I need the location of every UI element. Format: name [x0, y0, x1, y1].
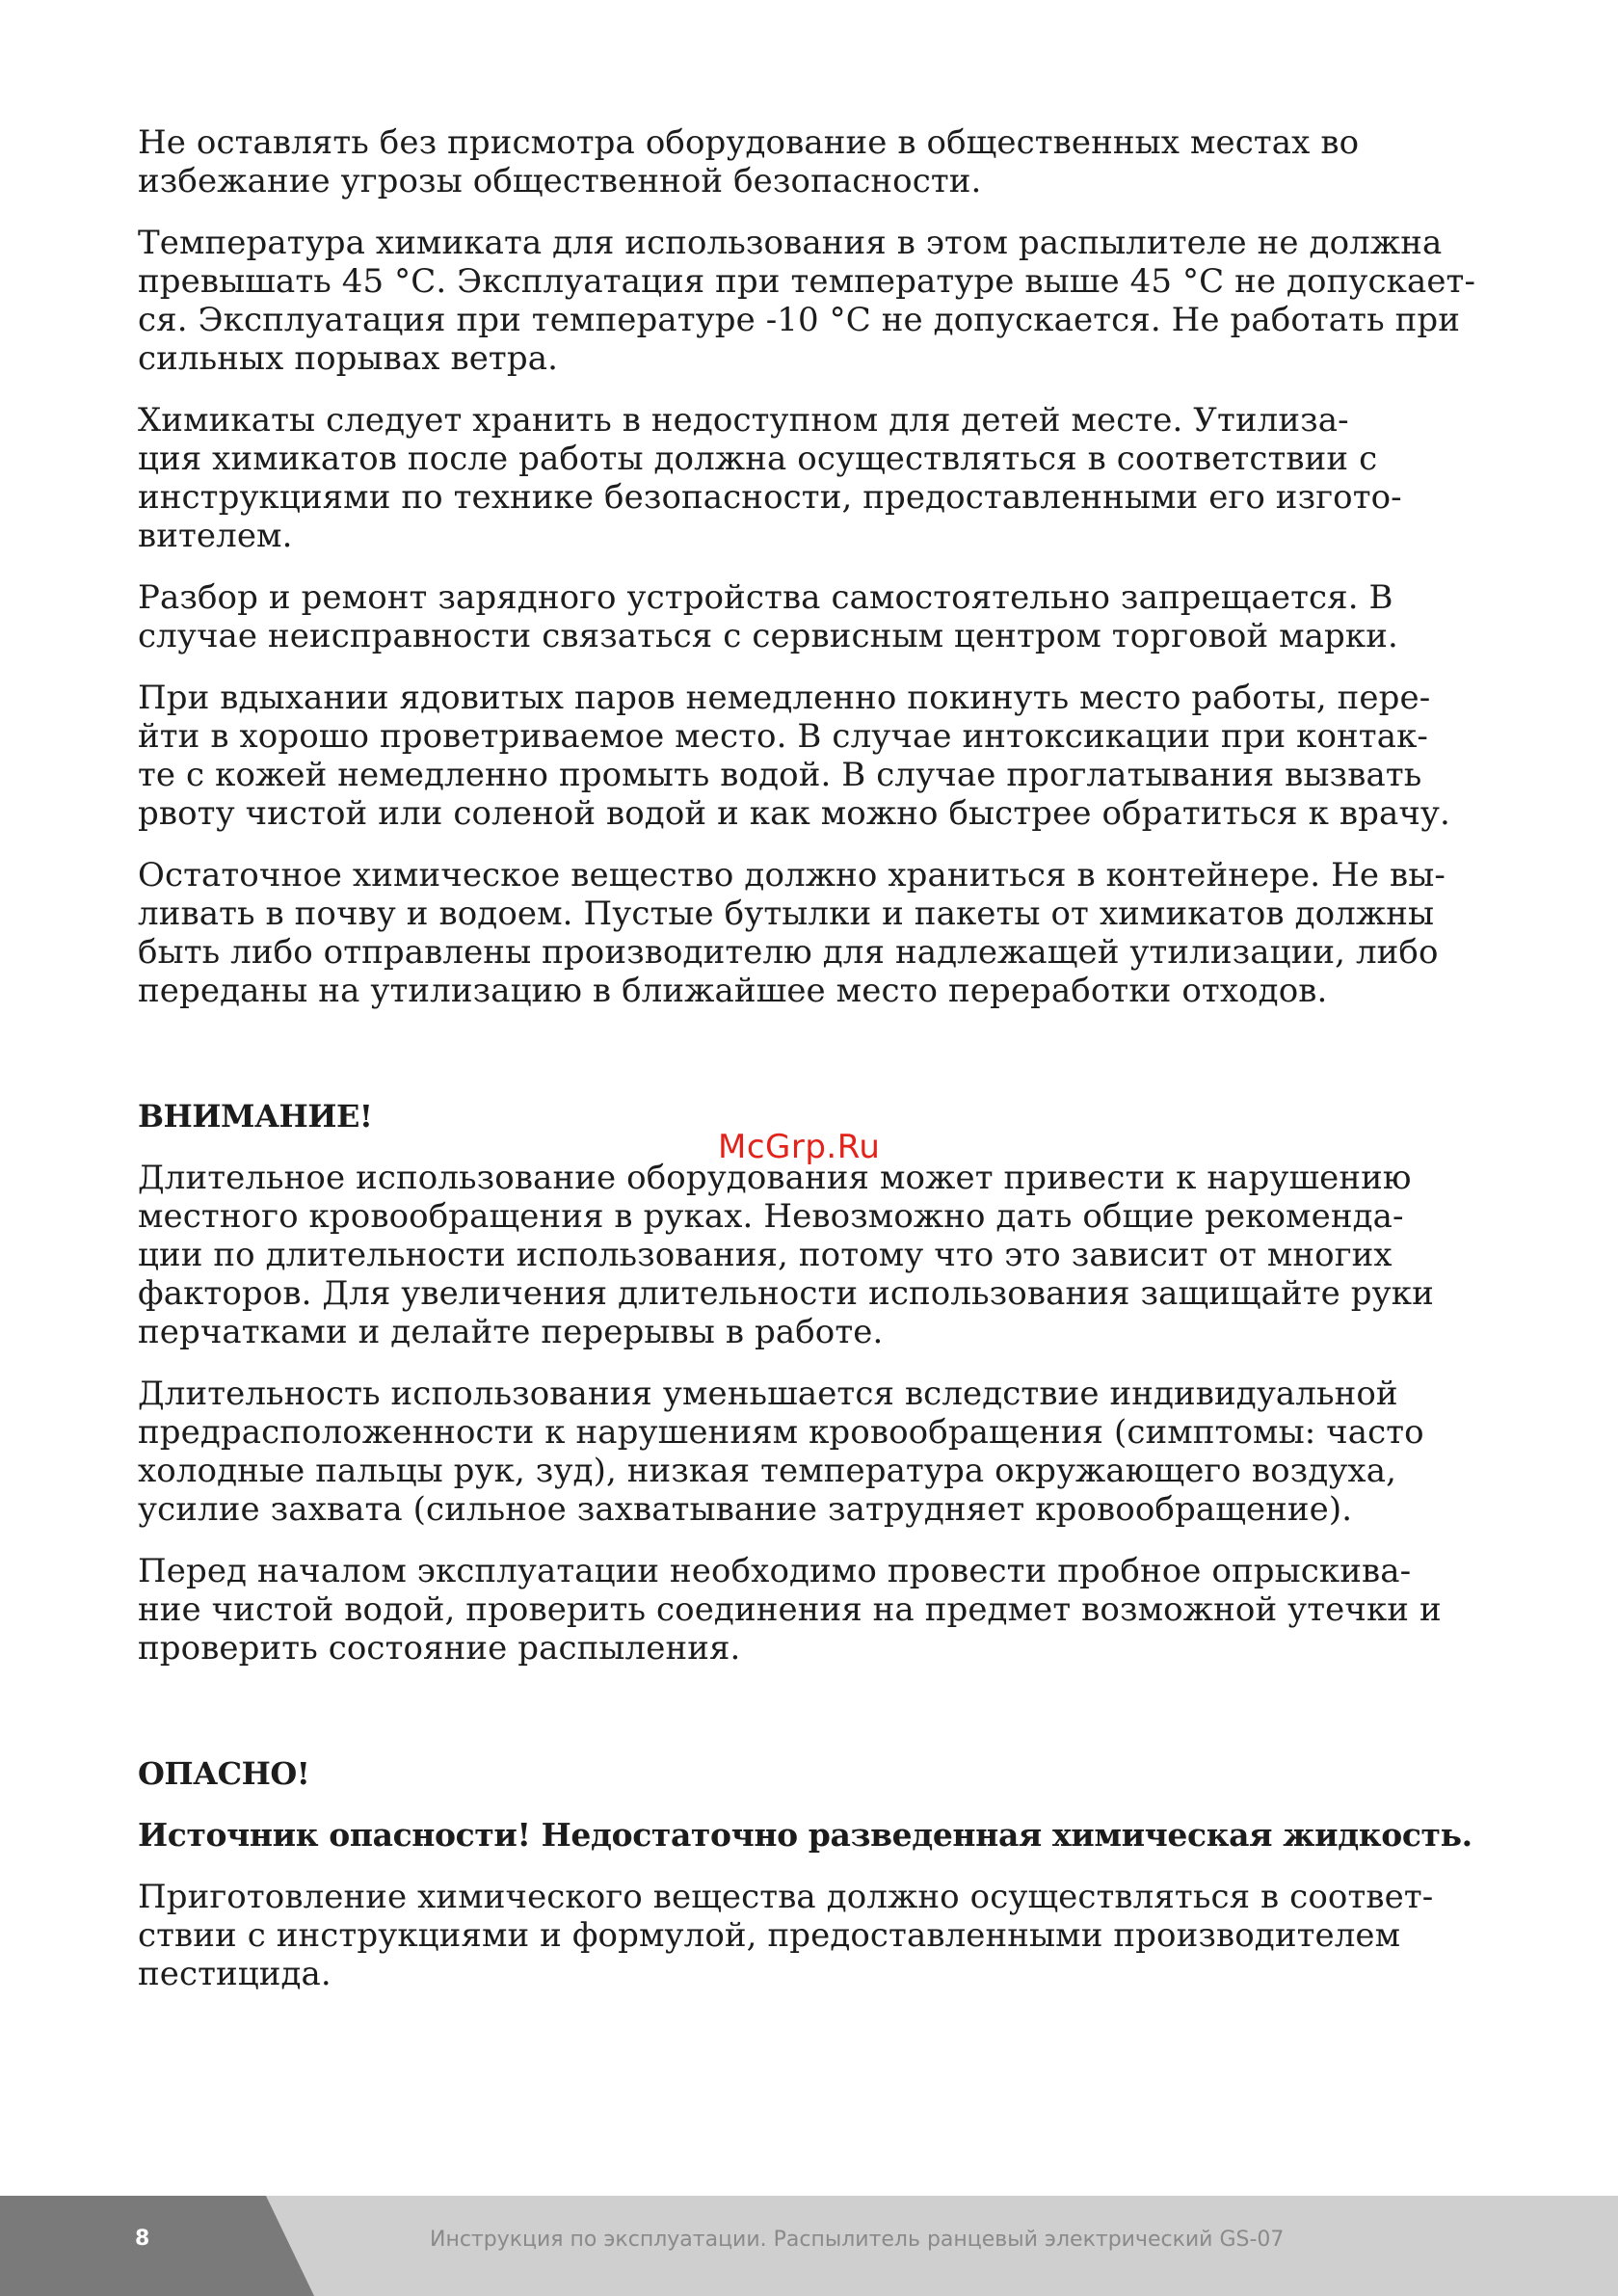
paragraph-line: ние чистой водой, проверить соединения на предмет возможной утечки и — [138, 1590, 1442, 1629]
paragraph-line: рвоту чистой или соленой водой и как можно быстрее обратиться к врачу. — [138, 794, 1450, 833]
paragraph-line: превышать 45 °С. Эксплуатация при температуре выше 45 °С не допускает- — [138, 262, 1476, 301]
paragraph-line: Остаточное химическое вещество должно храниться в контейнере. Не вы- — [138, 856, 1446, 894]
paragraph-line: сильных порывах ветра. — [138, 339, 558, 378]
paragraph-line: проверить состояние распыления. — [138, 1629, 741, 1668]
paragraph-line: Длительность использования уменьшается вследствие индивидуальной — [138, 1375, 1398, 1413]
paragraph-line: пестицида. — [138, 1955, 332, 1993]
paragraph-line: ствии с инструкциями и формулой, предоставленными производителем — [138, 1916, 1401, 1955]
paragraph-line: вителем. — [138, 517, 293, 555]
paragraph-line: ции по длительности использования, потому что это зависит от многих — [138, 1236, 1393, 1274]
paragraph-line: Разбор и ремонт зарядного устройства самостоятельно запрещается. В — [138, 578, 1393, 617]
paragraph — [138, 578, 1487, 655]
paragraph-line: Температура химиката для использования в этом распылителе не должна — [138, 224, 1443, 262]
attention-heading: ВНИМАНИЕ! — [138, 1098, 373, 1135]
paragraph-line: Не оставлять без присмотра оборудование в общественных местах во — [138, 123, 1360, 162]
spacer — [138, 1691, 1487, 1754]
paragraph-line: быть либо отправлены производителю для надлежащей утилизации, либо — [138, 933, 1439, 972]
paragraph-line: ливать в почву и водоем. Пустые бутылки и пакеты от химикатов должны — [138, 894, 1435, 933]
paragraph-line: Длительное использование оборудования может привести к нарушению — [138, 1159, 1412, 1197]
attention-section — [138, 1159, 1487, 1668]
page-content — [138, 123, 1487, 2016]
paragraph — [138, 1159, 1487, 1351]
paragraph-line: местного кровообращения в руках. Невозможно дать общие рекоменда- — [138, 1197, 1404, 1236]
footer-dark-tab — [0, 2196, 314, 2296]
paragraph — [138, 679, 1487, 833]
paragraph — [138, 1375, 1487, 1529]
paragraph-line: те с кожей немедленно промыть водой. В случае проглатывания вызвать — [138, 756, 1422, 794]
paragraph-line: Химикаты следует хранить в недоступном для детей месте. Утилиза- — [138, 401, 1349, 440]
paragraph-line: случае неисправности связаться с сервисным центром торговой марки. — [138, 617, 1398, 655]
danger-heading: ОПАСНО! — [138, 1755, 310, 1792]
spacer — [138, 1793, 1487, 1816]
paragraph — [138, 1878, 1487, 1993]
paragraph-line: усилие захвата (сильное захватывание затрудняет кровообращение). — [138, 1490, 1353, 1529]
paragraph-line: перчатками и делайте перерывы в работе. — [138, 1313, 884, 1351]
paragraph-line: инструкциями по технике безопасности, предоставленными его изгото- — [138, 478, 1402, 517]
paragraph-line: При вдыхании ядовитых паров немедленно покинуть место работы, пере- — [138, 679, 1431, 717]
watermark: McGrp.Ru — [718, 1128, 881, 1166]
page-number: 8 — [135, 2227, 150, 2251]
paragraph-line: Приготовление химического вещества должно осуществляться в соответ- — [138, 1878, 1434, 1916]
danger-subheading: Источник опасности! Недостаточно разведенная химическая жидкость. — [138, 1816, 1472, 1854]
paragraph-line: Перед началом эксплуатации необходимо провести пробное опрыскива- — [138, 1552, 1412, 1590]
spacer — [138, 1033, 1487, 1097]
paragraph-line: избежание угрозы общественной безопасности. — [138, 162, 982, 200]
paragraph-line: предрасположенности к нарушениям кровообращения (симптомы: часто — [138, 1413, 1424, 1452]
paragraph — [138, 856, 1487, 1010]
top-section — [138, 123, 1487, 1010]
danger-section — [138, 1878, 1487, 1993]
paragraph — [138, 224, 1487, 378]
paragraph-line: факторов. Для увеличения длительности использования защищайте руки — [138, 1274, 1434, 1313]
paragraph — [138, 1552, 1487, 1668]
paragraph-line: ся. Эксплуатация при температуре -10 °С не допускается. Не работать при — [138, 301, 1460, 339]
paragraph-line: йти в хорошо проветриваемое место. В случае интоксикации при контак- — [138, 717, 1429, 756]
paragraph-line: холодные пальцы рук, зуд), низкая температура окружающего воздуха, — [138, 1452, 1396, 1490]
footer-title: Инструкция по эксплуатации. Распылитель ранцевый электрический GS-07 — [430, 2228, 1285, 2252]
paragraph-line: ция химикатов после работы должна осуществляться в соответствии с — [138, 440, 1378, 478]
paragraph — [138, 123, 1487, 200]
paragraph-line: переданы на утилизацию в ближайшее место переработки отходов. — [138, 972, 1328, 1010]
paragraph — [138, 401, 1487, 555]
